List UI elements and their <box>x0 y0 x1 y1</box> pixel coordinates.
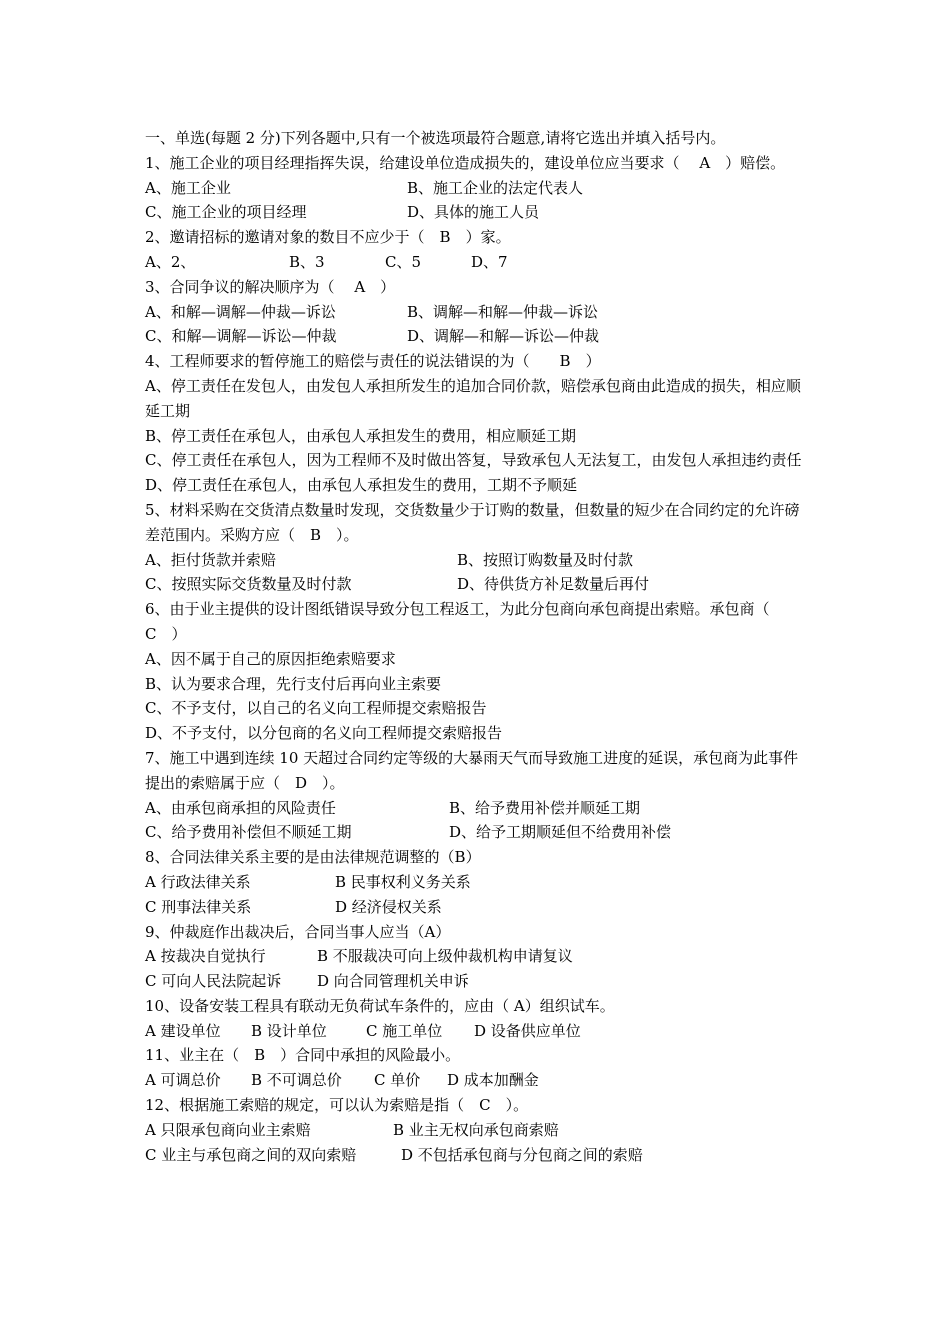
question-8-option-a: A 行政法律关系 <box>145 872 251 891</box>
question-7-option-a: A、由承包商承担的风险责任 <box>145 798 336 817</box>
question-5-option-b: B、按照订购数量及时付款 <box>457 550 634 569</box>
question-12-stem: 12、根据施工索赔的规定，可以认为索赔是指（ C ）。 <box>145 1096 529 1115</box>
question-6-stem: 6、由于业主提供的设计图纸错误导致分包工程返工，为此分包商向承包商提出索赔。承包商（ C ） <box>145 600 790 643</box>
question-9-options-row-1 <box>145 944 810 969</box>
question-6-option-c: C、不予支付，以自己的名义向工程师提交索赔报告 <box>145 699 487 718</box>
question-5-option-a: A、拒付货款并索赔 <box>145 550 276 569</box>
question-12-option-c: C 业主与承包商之间的双向索赔 <box>145 1145 357 1164</box>
question-9-option-b: B 不服裁决可向上级仲裁机构申请复议 <box>317 947 573 966</box>
question-8-options-row-1 <box>145 870 810 895</box>
question-7-option-b: B、给予费用补偿并顺延工期 <box>449 798 641 817</box>
question-2-option-d: D、7 <box>471 252 508 271</box>
question-1-stem: 1、施工企业的项目经理指挥失误，给建设单位造成损失的，建设单位应当要求（ A ）赔偿。 <box>145 153 786 172</box>
question-5-options-row-1 <box>145 548 810 573</box>
question-9-option-a: A 按裁决自觉执行 <box>145 947 266 966</box>
question-11-options-row <box>145 1068 810 1093</box>
question-2-option-a: A、2、 <box>145 252 196 271</box>
question-1-option-a: A、施工企业 <box>145 178 231 197</box>
exam-content <box>145 126 810 1167</box>
question-10-option-b: B 设计单位 <box>251 1021 327 1040</box>
question-11-option-a: A 可调总价 <box>145 1071 221 1090</box>
question-4-option-d: D、停工责任在承包人，由承包人承担发生的费用，工期不予顺延 <box>145 476 578 495</box>
question-4-option-c: C、停工责任在承包人，因为工程师不及时做出答复，导致承包人无法复工，由发包人承担违约责任 <box>145 451 802 470</box>
question-8-option-d: D 经济侵权关系 <box>335 897 442 916</box>
question-11-stem: 11、业主在（ B ）合同中承担的风险最小。 <box>145 1046 461 1065</box>
question-3-option-b: B、调解—和解—仲裁—诉讼 <box>407 302 599 321</box>
question-5-options-row-2 <box>145 572 810 597</box>
question-5-stem: 5、材料采购在交货清点数量时发现，交货数量少于订购的数量，但数量的短少在合同约定的允许磅差范围内。采购方应（ B ）。 <box>145 500 800 544</box>
question-4-stem: 4、工程师要求的暂停施工的赔偿与责任的说法错误的为（ B ） <box>145 352 601 371</box>
question-2-option-c: C、5 <box>385 252 422 271</box>
section-heading: 一、单选(每题 2 分)下列各题中,只有一个被选项最符合题意,请将它选出并填入括号内。 <box>145 129 726 147</box>
question-9-option-d: D 向合同管理机关申诉 <box>317 972 469 991</box>
question-1-option-d: D、具体的施工人员 <box>407 203 540 222</box>
question-2-option-b: B、3 <box>289 252 325 271</box>
question-1-options-row-1 <box>145 176 810 201</box>
question-8-option-b: B 民事权利义务关系 <box>335 872 471 891</box>
question-3-options-row-2 <box>145 324 810 349</box>
question-2-options-row <box>145 250 810 275</box>
question-3-option-a: A、和解—调解—仲裁—诉讼 <box>145 302 336 321</box>
question-4-option-a: A、停工责任在发包人，由发包人承担所发生的追加合同价款，赔偿承包商由此造成的损失，相应顺延工期 <box>145 376 801 420</box>
question-12-options-row-1 <box>145 1118 810 1143</box>
question-9-stem: 9、仲裁庭作出裁决后，合同当事人应当（A） <box>145 922 451 941</box>
question-3-options-row-1 <box>145 300 810 325</box>
question-10-options-row <box>145 1019 810 1044</box>
question-9-option-c: C 可向人民法院起诉 <box>145 972 282 991</box>
question-11-option-d: D 成本加酬金 <box>447 1071 539 1090</box>
question-12-option-a: A 只限承包商向业主索赔 <box>145 1120 311 1139</box>
question-6-option-b: B、认为要求合理，先行支付后再向业主索要 <box>145 674 442 693</box>
question-12-options-row-2 <box>145 1143 810 1168</box>
question-9-options-row-2 <box>145 969 810 994</box>
question-7-option-d: D、给予工期顺延但不给费用补偿 <box>449 823 672 842</box>
question-10-option-c: C 施工单位 <box>366 1021 443 1040</box>
question-10-option-d: D 设备供应单位 <box>474 1021 581 1040</box>
question-5-option-c: C、按照实际交货数量及时付款 <box>145 575 352 594</box>
question-10-stem: 10、设备安装工程具有联动无负荷试车条件的，应由（ A）组织试车。 <box>145 996 615 1015</box>
question-11-option-c: C 单价 <box>374 1071 421 1090</box>
question-7-stem: 7、施工中遇到连续 10 天超过合同约定等级的大暴雨天气而导致施工进度的延误，承包商为此事件提出的索赔属于应（ D ）。 <box>145 748 799 792</box>
question-8-option-c: C 刑事法律关系 <box>145 897 252 916</box>
question-2-stem: 2、邀请招标的邀请对象的数目不应少于（ B ）家。 <box>145 228 511 247</box>
question-3-option-c: C、和解—调解—诉讼—仲裁 <box>145 327 337 346</box>
question-8-stem: 8、合同法律关系主要的是由法律规范调整的（B） <box>145 848 481 867</box>
question-3-option-d: D、调解—和解—诉讼—仲裁 <box>407 327 600 346</box>
question-3-stem: 3、合同争议的解决顺序为（ A ） <box>145 277 396 296</box>
question-7-options-row-2 <box>145 820 810 845</box>
question-1-option-c: C、施工企业的项目经理 <box>145 203 307 222</box>
question-8-options-row-2 <box>145 895 810 920</box>
question-12-option-b: B 业主无权向承包商索赔 <box>393 1120 559 1139</box>
question-6-option-d: D、不予支付，以分包商的名义向工程师提交索赔报告 <box>145 724 503 743</box>
question-5-option-d: D、待供货方补足数量后再付 <box>457 575 650 594</box>
question-11-option-b: B 不可调总价 <box>251 1071 342 1090</box>
question-6-option-a: A、因不属于自己的原因拒绝索赔要求 <box>145 649 396 668</box>
question-12-option-d: D 不包括承包商与分包商之间的索赔 <box>401 1145 643 1164</box>
question-4-option-b: B、停工责任在承包人，由承包人承担发生的费用，相应顺延工期 <box>145 426 577 445</box>
question-1-options-row-2 <box>145 200 810 225</box>
question-1-option-b: B、施工企业的法定代表人 <box>407 178 584 197</box>
question-7-options-row-1 <box>145 796 810 821</box>
question-10-option-a: A 建设单位 <box>145 1021 221 1040</box>
question-7-option-c: C、给予费用补偿但不顺延工期 <box>145 823 352 842</box>
